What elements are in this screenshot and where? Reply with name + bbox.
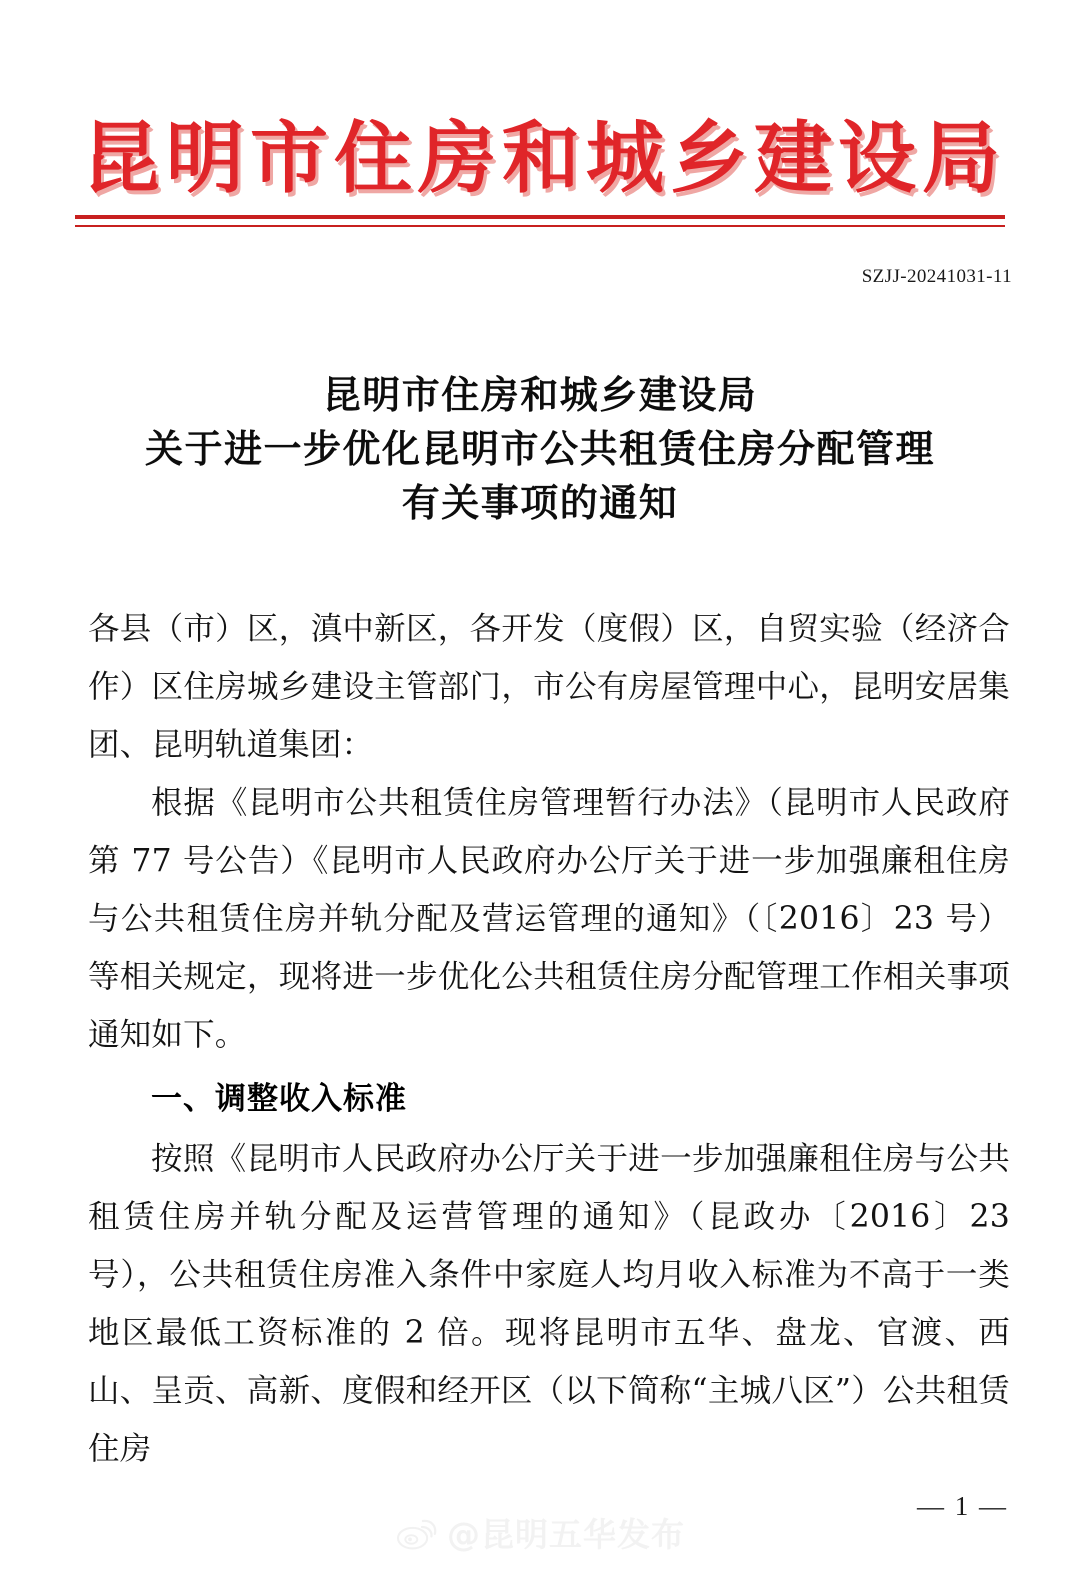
salutation-paragraph: 各县（市）区，滇中新区，各开发（度假）区，自贸实验（经济合作）区住房城乡建设主管部门，市公有房屋管理中心，昆明安居集团、昆明轨道集团：	[88, 611, 1010, 763]
document-title-line-3: 有关事项的通知	[401, 479, 679, 525]
section-1-paragraph: 按照《昆明市人民政府办公厅关于进一步加强廉租住房与公共租赁住房并轨分配及运营管理的通知》（昆政办〔2016〕23 号），公共租赁住房准入条件中家庭人均月收入标准为不高于一类地区最低工资标准的 2 倍。现将昆明市五华、盘龙、官渡、西山、呈贡、高新、度假和经开区（以下简称“主城八区”）公共租赁住房	[88, 1141, 1010, 1467]
page-number: — 1 —	[917, 1491, 1008, 1521]
document-title-line-1: 昆明市住房和城乡建设局	[322, 372, 758, 417]
document-title	[70, 368, 1010, 530]
masthead-rule-thin	[75, 225, 1005, 227]
document-title-line-2: 关于进一步优化昆明市公共租赁住房分配管理	[144, 425, 935, 471]
masthead-rules	[75, 215, 1005, 227]
weibo-logo-icon	[395, 1515, 437, 1551]
masthead-organization-name: 昆明市住房和城乡建设局	[81, 113, 1006, 204]
watermark-label: @昆明五华发布	[447, 1515, 685, 1554]
document-serial-number: SZJJ-20241031-11	[861, 266, 1012, 287]
masthead	[0, 113, 1080, 227]
document-body	[88, 600, 1010, 1478]
body-paragraph-1: 根据《昆明市公共租赁住房管理暂行办法》（昆明市人民政府第 77 号公告）《昆明市人民政府办公厅关于进一步加强廉租住房与公共租赁住房并轨分配及营运管理的通知》（〔2016〕23 号）等相关规定，现将进一步优化公共租赁住房分配管理工作相关事项通知如下。	[88, 785, 1010, 1053]
section-heading-1: 一、调整收入标准	[151, 1081, 407, 1116]
